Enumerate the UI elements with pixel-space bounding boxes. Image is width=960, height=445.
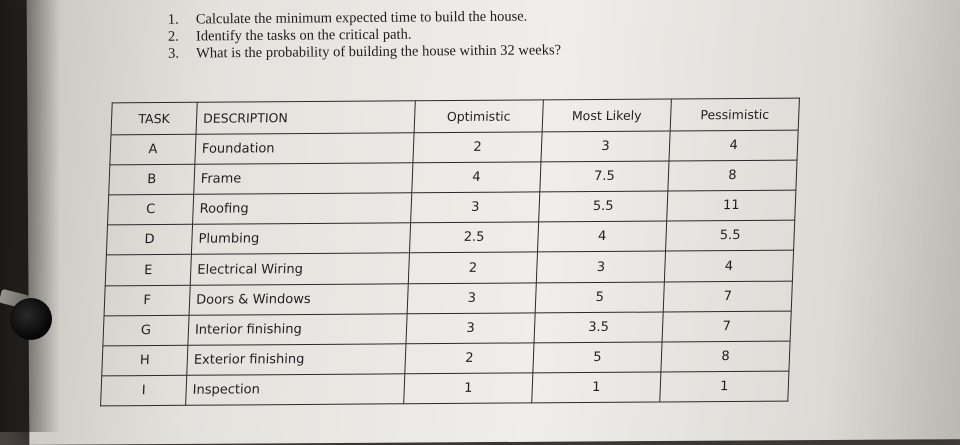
task-cell: E [105,255,191,286]
table-row [109,160,797,195]
description-cell: Interior finishing [188,313,407,345]
most-likely-cell: 1 [532,372,661,403]
question-number: 2. [167,28,179,45]
optimistic-cell: 3 [407,282,536,313]
description-cell: Doors & Windows [189,283,408,315]
header-most-likely: Most Likely [542,99,671,132]
task-cell: A [110,134,196,165]
optimistic-cell: 1 [404,373,533,404]
optimistic-cell: 3 [406,313,535,344]
pessimistic-cell: 8 [668,160,797,191]
pessimistic-cell: 4 [669,130,798,161]
optimistic-cell: 2 [405,343,534,374]
pessimistic-cell: 7 [662,311,791,342]
task-cell: D [106,225,192,256]
question-item [168,42,561,62]
description-cell: Roofing [193,193,412,225]
optimistic-cell: 3 [411,192,540,223]
most-likely-cell: 4 [537,221,666,252]
header-description: DESCRIPTION [196,101,415,135]
description-cell: Exterior finishing [187,343,406,375]
task-cell: G [103,315,189,346]
question-number: 1. [167,11,179,28]
pessimistic-cell: 4 [664,251,793,282]
left-edge-shadow [0,0,60,432]
question-item [168,8,561,28]
table-row [102,341,790,376]
description-cell: Electrical Wiring [190,253,409,285]
table-row [108,190,796,225]
most-likely-cell: 3 [536,251,665,282]
most-likely-cell: 5.5 [539,191,668,222]
pessimistic-cell: 1 [660,371,789,402]
most-likely-cell: 5 [533,342,662,373]
question-number: 3. [168,45,180,62]
table-header-row [111,98,799,135]
task-cell: F [104,285,190,316]
header-task: TASK [111,102,197,135]
question-text: What is the probability of building the house within 32 weeks? [196,42,562,62]
dark-round-object [10,298,52,340]
most-likely-cell: 7.5 [540,161,669,192]
task-cell: B [109,165,195,196]
table-row [105,251,793,286]
pessimistic-cell: 5.5 [666,220,795,251]
most-likely-cell: 3 [541,131,670,162]
description-cell: Inspection [186,374,405,406]
table-row [104,281,792,316]
description-cell: Frame [194,163,413,195]
description-cell: Foundation [195,133,414,165]
header-optimistic: Optimistic [414,100,543,133]
table-row [101,371,789,406]
task-cell: C [108,195,194,226]
question-text: Identify the tasks on the critical path. [195,26,412,45]
pessimistic-cell: 8 [661,341,790,372]
table-row [106,220,794,255]
optimistic-cell: 4 [412,162,541,193]
most-likely-cell: 5 [535,282,664,313]
table-row [103,311,791,346]
optimistic-cell: 2 [413,132,542,163]
question-text: Calculate the minimum expected time to build the house. [195,8,528,28]
task-time-table [100,98,800,407]
most-likely-cell: 3.5 [534,312,663,343]
header-pessimistic: Pessimistic [670,98,799,131]
optimistic-cell: 2.5 [409,222,538,253]
optimistic-cell: 2 [408,252,537,283]
task-cell: H [102,345,188,376]
table-row [110,130,798,165]
task-cell: I [101,375,187,406]
pessimistic-cell: 11 [667,190,796,221]
description-cell: Plumbing [191,223,410,255]
pessimistic-cell: 7 [663,281,792,312]
question-list [168,8,561,62]
